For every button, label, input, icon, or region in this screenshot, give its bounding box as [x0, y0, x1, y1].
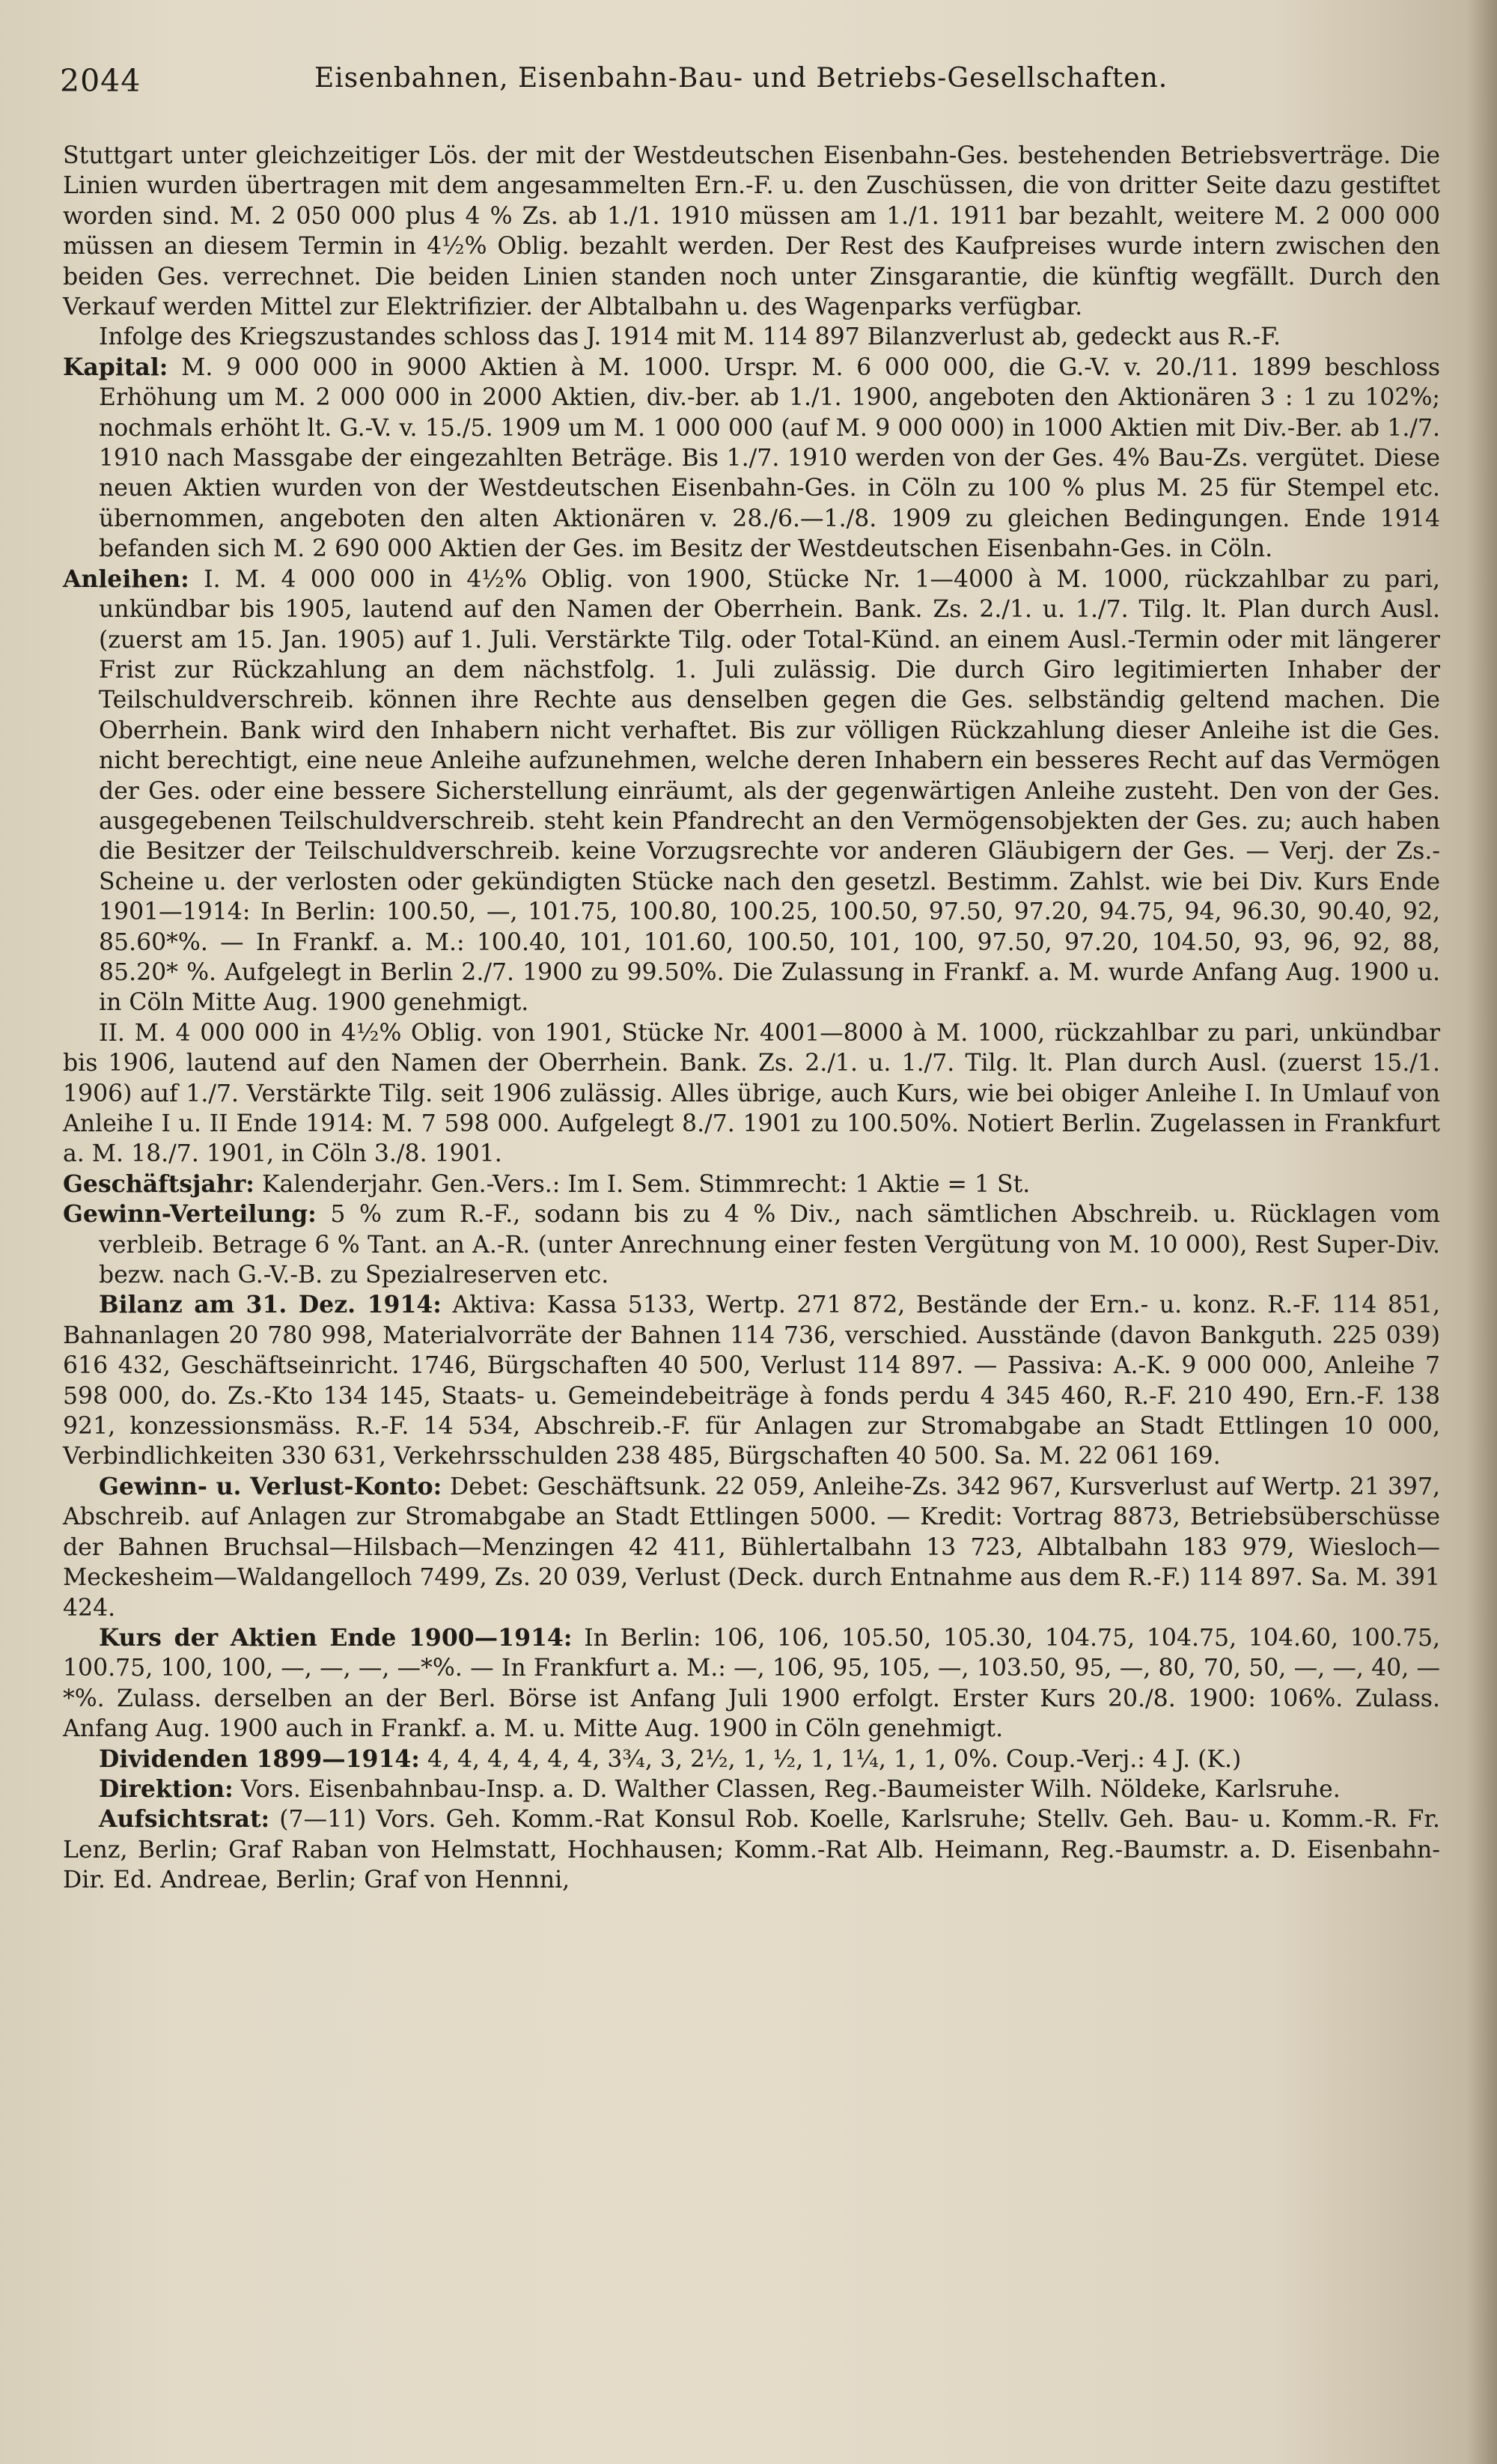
section-kapital — [63, 353, 1440, 565]
section-gewinn-verteilung — [63, 1199, 1440, 1290]
section-label: Kurs der Aktien Ende 1900—1914: — [99, 1623, 573, 1652]
section-label: Gewinn-Verteilung: — [63, 1200, 317, 1229]
paragraph-sale-continuation: Stuttgart unter gleichzeitiger Lös. der mit der Westdeutschen Eisenbahn-Ges. bestehenden Betriebsverträge. Die Linien wurden übertragen mit dem angesammelten Ern.-F. u. den Zuschüssen, die von dritter Seite dazu gestiftet worden sind. M. 2 050 000 plus 4 % Zs. ab 1./1. 1910 müssen am 1./1. 1911 bar bezahlt, weitere M. 2 000 000 müssen an diesem Termin in 4½% Oblig. bezahlt werden. Der Rest des Kaufpreises wurde intern zwischen den beiden Ges. verrechnet. Die beiden Linien standen noch unter Zinsgarantie, die künftig wegfällt. Durch den Verkauf werden Mittel zur Elektrifizier. der Albtalbahn u. des Wagenparks verfügbar. — [63, 142, 1440, 321]
section-dividenden — [63, 1744, 1440, 1774]
page-number: 2044 — [60, 63, 141, 99]
section-anleihen — [63, 565, 1440, 1018]
section-text: Vors. Eisenbahnbau-Insp. a. D. Walther Classen, Reg.-Baumeister Wilh. Nöldeke, Karlsruhe. — [240, 1775, 1341, 1803]
section-text: 5 % zum R.-F., sodann bis zu 4 % Div., nach sämtlichen Abschreib. u. Rücklagen vom verbleib. Betrage 6 % Tant. an A.-R. (unter Anrechnung einer festen Vergütung von M. 10 000), Rest Super-Div. bezw. nach G.-V.-B. zu Spezialreserven etc. — [99, 1201, 1441, 1289]
section-text: Debet: Geschäftsunk. 22 059, Anleihe-Zs. 342 967, Kursverlust auf Wertp. 21 397, Abschreib. auf Anlagen zur Stromabgabe an Stadt Ettlingen 5000. — Kredit: Vortrag 8873, Betriebsüberschüsse der Bahnen Bruchsal—Hilsbach—Menzingen 42 411, Bühlertalbahn 13 723, Albtalbahn 183 979, Wiesloch—Meckesheim—Waldangelloch 7499, Zs. 20 039, Verlust (Deck. durch Entnahme aus dem R.-F.) 114 897. Sa. M. 391 424. — [63, 1473, 1440, 1622]
body-text — [63, 141, 1440, 1896]
section-kurs-der-aktien — [63, 1623, 1440, 1744]
paragraph-war-loss: Infolge des Kriegszustandes schloss das J. 1914 mit M. 114 897 Bilanzverlust ab, gedeckt aus R.-F. — [99, 323, 1281, 351]
section-label: Anleihen: — [63, 565, 189, 593]
section-text: M. 9 000 000 in 9000 Aktien à M. 1000. Urspr. M. 6 000 000, die G.-V. v. 20./11. 1899 beschloss Erhöhung um M. 2 000 000 in 2000 Aktien, div.-ber. ab 1./1. 1900, angeboten den Aktionären 3 : 1 zu 102%; nochmals erhöht lt. G.-V. v. 15./5. 1909 um M. 1 000 000 (auf M. 9 000 000) in 1000 Aktien mit Div.-Ber. ab 1./7. 1910 nach Massgabe der eingezahlten Beträge. Bis 1./7. 1910 werden von der Ges. 4% Bau-Zs. vergütet. Diese neuen Aktien wurden von der Westdeutschen Eisenbahn-Ges. in Cöln zu 100 % plus M. 25 für Stempel etc. übernommen, angeboten den alten Aktionären v. 28./6.—1./8. 1909 zu gleichen Bedingungen. Ende 1914 befanden sich M. 2 690 000 Aktien der Ges. im Besitz der Westdeutschen Eisenbahn-Ges. in Cöln. — [99, 353, 1441, 563]
running-head — [60, 63, 1437, 108]
section-text: Aktiva: Kassa 5133, Wertp. 271 872, Bestände der Ern.- u. konz. R.-F. 114 851, Bahnanlagen 20 780 998, Materialvorräte der Bahnen 114 736, verschied. Ausstände (davon Bankguth. 225 039) 616 432, Geschäftseinricht. 1746, Bürgschaften 40 500, Verlust 114 897. — Passiva: A.-K. 9 000 000, Anleihe 7 598 000, do. Zs.-Kto 134 145, Staats- u. Gemeindebeiträge à fonds perdu 4 345 460, R.-F. 210 490, Ern.-F. 138 921, konzessionsmäss. R.-F. 14 534, Abschreib.-F. für Anlagen zur Stromabgabe an Stadt Ettlingen 10 000, Verbindlichkeiten 330 631, Verkehrsschulden 238 485, Bürgschaften 40 500. Sa. M. 22 061 169. — [63, 1292, 1441, 1470]
section-gewinn-verlust-konto — [63, 1472, 1440, 1623]
section-text: 4, 4, 4, 4, 4, 4, 3¾, 3, 2½, 1, ½, 1, 1¼, 1, 1, 0%. Coup.-Verj.: 4 J. (K.) — [427, 1745, 1242, 1773]
section-text: In Berlin: 106, 106, 105.50, 105.30, 104.75, 104.75, 104.60, 100.75, 100.75, 100, 100, —, —, —, —*%. — In Frankfurt a. M.: —, 106, 95, 105, —, 103.50, 95, —, 80, 70, 50, —, —, 40, —*%. Zulass. derselben an der Berl. Börse ist Anfang Juli 1900 erfolgt. Erster Kurs 20./8. 1900: 106%. Zulass. Anfang Aug. 1900 auch in Frankf. a. M. u. Mitte Aug. 1900 in Cöln genehmigt. — [63, 1624, 1441, 1743]
section-label: Dividenden 1899—1914: — [99, 1744, 420, 1773]
section-geschaeftsjahr — [63, 1169, 1440, 1199]
section-label: Gewinn- u. Verlust-Konto: — [99, 1472, 442, 1500]
section-label: Direktion: — [99, 1774, 234, 1803]
running-title: Eisenbahnen, Eisenbahn-Bau- und Betriebs-Gesellschaften. — [314, 63, 1168, 94]
paragraph-anleihe-ii: II. M. 4 000 000 in 4½% Oblig. von 1901, Stücke Nr. 4001—8000 à M. 1000, rückzahlbar zu pari, unkündbar bis 1906, lautend auf den Namen der Oberrhein. Bank. Zs. 2./1. u. 1./7. Tilg. lt. Plan durch Ausl. (zuerst 15./1. 1906) auf 1./7. Verstärkte Tilg. seit 1906 zulässig. Alles übrige, auch Kurs, wie bei obiger Anleihe I. In Umlauf von Anleihe I u. II Ende 1914: M. 7 598 000. Aufgelegt 8./7. 1901 zu 100.50%. Notiert Berlin. Zugelassen in Frankfurt a. M. 18./7. 1901, in Cöln 3./8. 1901. — [63, 1019, 1440, 1168]
section-text: Kalenderjahr. Gen.-Vers.: Im I. Sem. Stimmrecht: 1 Aktie = 1 St. — [261, 1170, 1031, 1198]
section-text: (7—11) Vors. Geh. Komm.-Rat Konsul Rob. Koelle, Karlsruhe; Stellv. Geh. Bau- u. Komm.-R. Fr. Lenz, Berlin; Graf Raban von Helmstatt, Hochhausen; Komm.-Rat Alb. Heimann, Reg.-Baumstr. a. D. Eisenbahn-Dir. Ed. Andreae, Berlin; Graf von Hennni, — [63, 1806, 1440, 1894]
section-direktion — [63, 1774, 1440, 1804]
section-label: Bilanz am 31. Dez. 1914: — [99, 1291, 442, 1319]
section-bilanz — [63, 1290, 1440, 1471]
section-label: Geschäftsjahr: — [63, 1169, 254, 1198]
section-label: Kapital: — [63, 353, 168, 381]
section-text: I. M. 4 000 000 in 4½% Oblig. von 1900, Stücke Nr. 1—4000 à M. 1000, rückzahlbar zu pari, unkündbar bis 1905, lautend auf den Namen der Oberrhein. Bank. Zs. 2./1. u. 1./7. Tilg. lt. Plan durch Ausl. (zuerst am 15. Jan. 1905) auf 1. Juli. Verstärkte Tilg. oder Total-Künd. an einem Ausl.-Termin oder mit längerer Frist zur Rückzahlung an dem nächstfolg. 1. Juli zulässig. Die durch Giro legitimierten Inhaber der Teilschuldverschreib. können ihre Rechte aus denselben gegen die Ges. selbständig geltend machen. Die Oberrhein. Bank wird den Inhabern nicht verhaftet. Bis zur völligen Rückzahlung dieser Anleihe ist die Ges. nicht berechtigt, eine neue Anleihe aufzunehmen, welche deren Inhabern ein besseres Recht auf das Vermögen der Ges. oder eine bessere Sicherstellung einräumt, als der gegenwärtigen Anleihe zusteht. Den von der Ges. ausgegebenen Teilschuldverschreib. steht kein Pfandrecht an den Vermögensobjekten der Ges. zu; auch haben die Besitzer der Teilschuldverschreib. keine Vorzugsrechte vor anderen Gläubigern der Ges. — Verj. der Zs.-Scheine u. der verlosten oder gekündigten Stücke nach den gesetzl. Bestimm. Zahlst. wie bei Div. Kurs Ende 1901—1914: In Berlin: 100.50, —, 101.75, 100.80, 100.25, 100.50, 97.50, 97.20, 94.75, 94, 96.30, 90.40, 92, 85.60*%. — In Frankf. a. M.: 100.40, 101, 101.60, 100.50, 101, 100, 97.50, 97.20, 104.50, 93, 96, 92, 88, 85.20* %. Aufgelegt in Berlin 2./7. 1900 zu 99.50%. Die Zulassung in Frankf. a. M. wurde Anfang Aug. 1900 u. in Cöln Mitte Aug. 1900 genehmigt. — [99, 565, 1441, 1017]
section-aufsichtsrat — [63, 1804, 1440, 1895]
section-label: Aufsichtsrat: — [99, 1805, 270, 1834]
